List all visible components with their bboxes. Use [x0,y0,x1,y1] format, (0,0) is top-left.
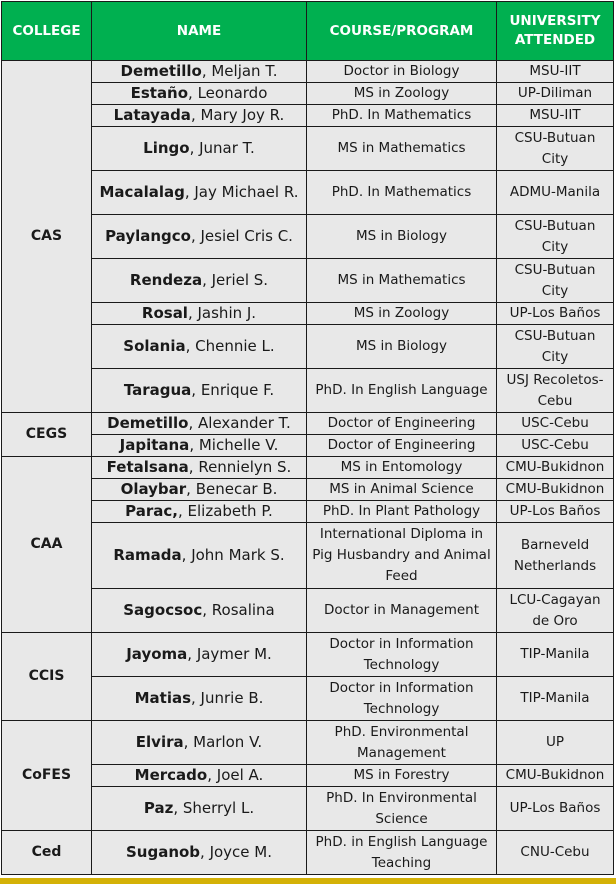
table-row [2,501,614,523]
university-cell: UP-Los Baños [497,501,614,523]
college-cell: CEGS [2,413,92,457]
table-row [2,105,614,127]
course-cell: Doctor in Management [307,589,497,633]
university-cell: LCU-Cagayan de Oro [497,589,614,633]
name-cell [92,633,307,677]
name-cell [92,831,307,875]
university-cell: CSU-Butuan City [497,259,614,303]
given-name: , Jesiel Cris C. [190,227,293,245]
course-cell: PhD. In Mathematics [307,171,497,215]
course-cell: MS in Mathematics [307,259,497,303]
university-cell: CSU-Butuan City [497,127,614,171]
course-cell: PhD. In Environmental Science [307,787,497,831]
university-cell: UP [497,721,614,765]
course-cell: MS in Forestry [307,765,497,787]
table-row [2,677,614,721]
name-cell [92,787,307,831]
header-name: NAME [92,2,307,61]
college-cell: Ced [2,831,92,875]
given-name: , Marlon V. [183,733,263,751]
course-cell: MS in Zoology [307,303,497,325]
college-cell: CAA [2,457,92,633]
table-row [2,325,614,369]
name-cell [92,215,307,259]
surname: Jayoma [126,645,188,663]
course-cell: MS in Entomology [307,457,497,479]
bottom-accent-bar [0,878,616,884]
given-name: , Junar T. [189,139,255,157]
given-name: , Junrie B. [191,689,264,707]
course-cell: PhD. in English Language Teaching [307,831,497,875]
college-cell: CCIS [2,633,92,721]
name-cell [92,171,307,215]
university-cell: CNU-Cebu [497,831,614,875]
course-cell: MS in Animal Science [307,479,497,501]
given-name: , Chennie L. [185,337,275,355]
surname: Fetalsana [106,458,189,476]
course-cell: Doctor in Biology [307,61,497,83]
college-cell: CAS [2,61,92,413]
name-cell [92,61,307,83]
course-cell: PhD. In English Language [307,369,497,413]
surname: Matias [134,689,192,707]
given-name: , Meljan T. [201,62,278,80]
surname: Rosal [141,304,188,322]
surname: Macalalag [99,183,185,201]
surname: Estaño [130,84,189,102]
university-cell: MSU-IIT [497,61,614,83]
table-row [2,523,614,589]
table-row [2,633,614,677]
given-name: , Jaymer M. [187,645,272,663]
surname: Paz [143,799,174,817]
table-row [2,369,614,413]
name-cell [92,457,307,479]
given-name: , Joel A. [207,766,264,784]
course-cell: MS in Biology [307,215,497,259]
university-cell: UP-Los Baños [497,787,614,831]
university-cell: CMU-Bukidnon [497,479,614,501]
university-cell: ADMU-Manila [497,171,614,215]
given-name: , Jay Michael R. [184,183,299,201]
university-cell: USJ Recoletos-Cebu [497,369,614,413]
table-row [2,83,614,105]
name-cell [92,303,307,325]
university-cell: TIP-Manila [497,677,614,721]
course-cell: Doctor in Information Technology [307,633,497,677]
given-name: , Michelle V. [189,436,279,454]
university-cell: MSU-IIT [497,105,614,127]
course-cell: MS in Biology [307,325,497,369]
given-name: , Rosalina [202,601,275,619]
surname: Sagocsoc [123,601,203,619]
surname: Rendeza [129,271,203,289]
course-cell: Doctor in Information Technology [307,677,497,721]
given-name: , Enrique F. [191,381,275,399]
surname: Latayada [113,106,191,124]
name-cell [92,369,307,413]
table-row [2,457,614,479]
course-cell: PhD. In Plant Pathology [307,501,497,523]
name-cell [92,83,307,105]
surname: Mercado [134,766,208,784]
surname: Taragua [123,381,192,399]
header-college: COLLEGE [2,2,92,61]
surname: Solania [123,337,186,355]
name-cell [92,105,307,127]
surname: Demetillo [120,62,202,80]
table-row [2,303,614,325]
header-university: UNIVERSITY ATTENDED [497,2,614,61]
surname: Olaybar [120,480,187,498]
table-row [2,787,614,831]
given-name: , Sherryl L. [173,799,255,817]
given-name: , Elizabeth P. [178,502,273,520]
faculty-scholars-table [1,1,614,875]
name-cell [92,325,307,369]
university-cell: UP-Diliman [497,83,614,105]
table-row [2,589,614,633]
table-row [2,171,614,215]
given-name: , Mary Joy R. [190,106,285,124]
university-cell: USC-Cebu [497,413,614,435]
name-cell [92,765,307,787]
course-cell: PhD. In Mathematics [307,105,497,127]
table-row [2,215,614,259]
table-row [2,479,614,501]
university-cell: Barneveld Netherlands [497,523,614,589]
name-cell [92,589,307,633]
name-cell [92,523,307,589]
university-cell: USC-Cebu [497,435,614,457]
given-name: , Leonardo [188,84,268,102]
course-cell: PhD. Environmental Management [307,721,497,765]
name-cell [92,435,307,457]
table-row [2,259,614,303]
surname: Parac, [125,502,178,520]
table-row [2,765,614,787]
given-name: , Jashin J. [187,304,257,322]
university-cell: CSU-Butuan City [497,325,614,369]
name-cell [92,501,307,523]
university-cell: CSU-Butuan City [497,215,614,259]
given-name: , Alexander T. [188,414,291,432]
table-row [2,413,614,435]
college-cell: CoFES [2,721,92,831]
university-cell: CMU-Bukidnon [497,457,614,479]
given-name: , Benecar B. [186,480,278,498]
surname: Paylangco [105,227,191,245]
course-cell: International Diploma in Pig Husbandry and Animal Feed [307,523,497,589]
surname: Demetillo [107,414,189,432]
given-name: , John Mark S. [181,546,285,564]
university-cell: UP-Los Baños [497,303,614,325]
given-name: , Rennielyn S. [188,458,292,476]
name-cell [92,259,307,303]
surname: Suganob [125,843,201,861]
table-row [2,831,614,875]
name-cell [92,127,307,171]
course-cell: Doctor of Engineering [307,413,497,435]
given-name: , Jeriel S. [202,271,269,289]
header-row [2,2,614,61]
faculty-table-container [0,1,616,886]
name-cell [92,413,307,435]
surname: Lingo [143,139,190,157]
surname: Japitana [119,436,190,454]
name-cell [92,677,307,721]
course-cell: MS in Mathematics [307,127,497,171]
table-row [2,61,614,83]
name-cell [92,721,307,765]
header-course: COURSE/PROGRAM [307,2,497,61]
table-row [2,721,614,765]
course-cell: Doctor of Engineering [307,435,497,457]
university-cell: CMU-Bukidnon [497,765,614,787]
given-name: , Joyce M. [200,843,273,861]
course-cell: MS in Zoology [307,83,497,105]
surname: Elvira [135,733,184,751]
table-row [2,127,614,171]
surname: Ramada [113,546,182,564]
table-row [2,435,614,457]
university-cell: TIP-Manila [497,633,614,677]
name-cell [92,479,307,501]
